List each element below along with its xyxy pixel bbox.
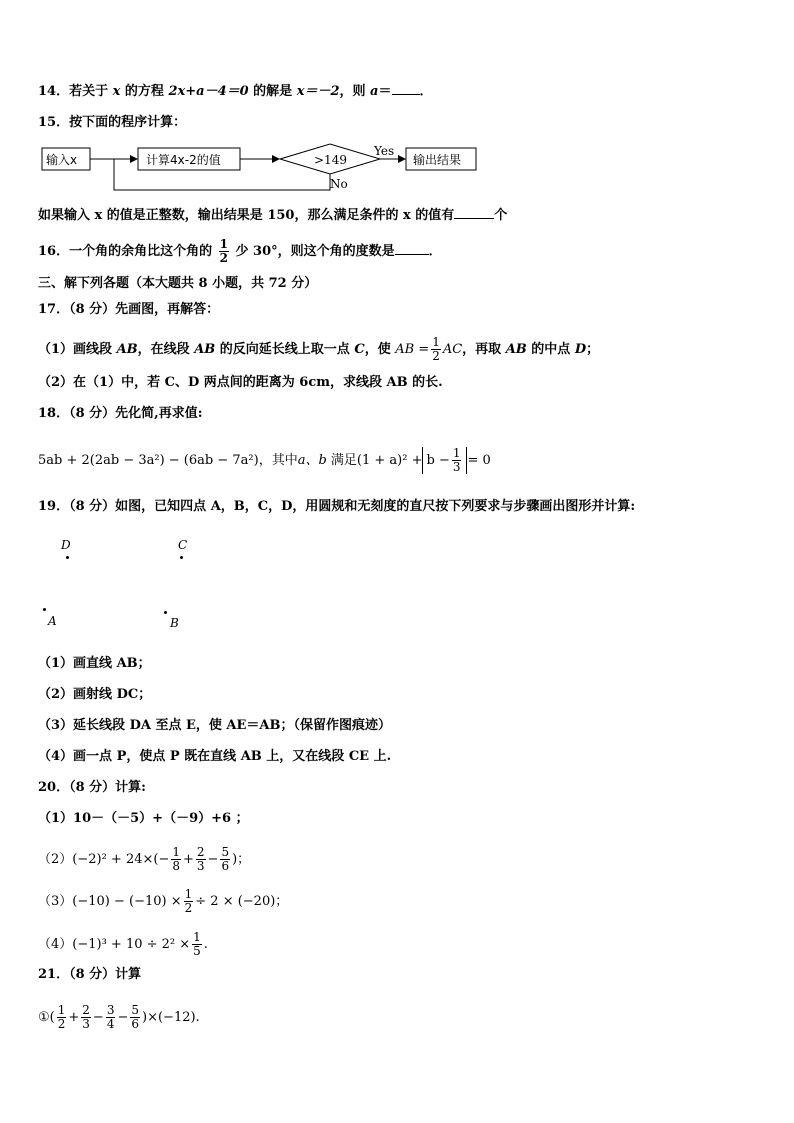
fraction: $\frac{1}{3}$ bbox=[452, 446, 461, 474]
question-19-item: （1）画直线 AB； bbox=[38, 656, 151, 671]
flow-compute: 计算4x-2的值 bbox=[146, 153, 221, 167]
question-19-item: （2）画射线 DC； bbox=[38, 687, 152, 702]
question-19-item: （4）画一点 P，使点 P 既在直线 AB 上，又在线段 CE 上. bbox=[38, 749, 392, 764]
question-20-item-3: （3）(−10) − (−10) × $\frac{1}{2}$ ÷ 2 × (−20)； bbox=[38, 887, 289, 915]
fraction: $\frac{2}{3}$ bbox=[82, 1003, 90, 1031]
flow-condition: >149 bbox=[314, 153, 347, 167]
question-18-head: 18．（8 分）先化简,再求值: bbox=[38, 406, 203, 421]
fraction: $\frac{1}{8}$ bbox=[172, 845, 180, 873]
answer-blank[interactable] bbox=[454, 207, 494, 219]
fraction: $\frac{3}{4}$ bbox=[106, 1003, 115, 1031]
flow-no: No bbox=[330, 177, 348, 191]
program-flowchart bbox=[38, 140, 488, 198]
fraction: $\frac{2}{3}$ bbox=[196, 845, 205, 873]
question-17-head: 17．（8 分）先画图，再解答： bbox=[38, 302, 220, 317]
question-20-item-1: （1）10－（－5）+（－9）+6 ； bbox=[38, 811, 249, 826]
answer-blank[interactable] bbox=[395, 243, 429, 255]
fraction: $\frac{5}{6}$ bbox=[221, 845, 230, 873]
absolute-value: b − $\frac{1}{3}$ bbox=[422, 447, 467, 474]
flow-yes: Yes bbox=[374, 144, 395, 158]
question-21-expression: ①( $\frac{1}{2}$ + $\frac{2}{3}$ − $\frac{3}{4}$ − $\frac{5}{6}$ )×(−12). bbox=[38, 1003, 200, 1031]
point-A bbox=[43, 608, 46, 611]
question-15-text: 如果输入 x 的值是正整数，输出结果是 150，那么满足条件的 x 的值有 个 bbox=[38, 208, 508, 223]
question-20-item-4: （4）(−1)³ + 10 ÷ 2² × $\frac{1}{5}$ . bbox=[38, 930, 208, 958]
question-17-part1: （1）画线段 AB，在线段 AB 的反向延长线上取一点 C，使 AB = $\frac{1}{2}$ AC，再取 AB 的中点 D； bbox=[38, 335, 600, 363]
flow-output: 输出结果 bbox=[413, 153, 462, 167]
flow-input: 输入x bbox=[46, 153, 78, 167]
fraction: $\frac{1}{5}$ bbox=[193, 930, 201, 958]
point-C-label: C bbox=[178, 538, 188, 552]
question-17-part2: （2）在（1）中，若 C、D 两点间的距离为 6cm，求线段 AB 的长. bbox=[38, 375, 443, 390]
section-3-heading: 三、解下列各题（本大题共 8 小题，共 72 分） bbox=[38, 276, 318, 291]
fraction: $\frac{1}{2}$ bbox=[219, 237, 228, 265]
question-19-item: （3）延长线段 DA 至点 E，使 AE＝AB；（保留作图痕迹） bbox=[38, 718, 391, 733]
fraction: $\frac{1}{2}$ bbox=[432, 335, 440, 363]
point-D-label: D bbox=[61, 538, 71, 552]
question-18-expression: 5ab + 2(2ab − 3a²) − (6ab − 7a²)，其中a、b 满足(1 + a)² + b − $\frac{1}{3}$ = 0 bbox=[38, 446, 491, 474]
question-15: 15．按下面的程序计算： bbox=[38, 115, 187, 130]
question-20-item-2: （2）(−2)² + 24×(− $\frac{1}{8}$ + $\frac{2}{3}$ − $\frac{5}{6}$ )； bbox=[38, 845, 251, 873]
question-21-head: 21．（8 分）计算 bbox=[38, 967, 142, 982]
question-19-head: 19．（8 分）如图，已知四点 A，B，C，D，用圆规和无刻度的直尺按下列要求与步骤画出图形并计算: bbox=[38, 499, 636, 514]
fraction: $\frac{1}{2}$ bbox=[57, 1003, 66, 1031]
fraction: $\frac{1}{2}$ bbox=[184, 887, 193, 915]
question-20-head: 20．（8 分）计算: bbox=[38, 780, 146, 795]
point-A-label: A bbox=[48, 614, 57, 628]
fraction: $\frac{5}{6}$ bbox=[131, 1003, 140, 1031]
point-B bbox=[164, 611, 167, 614]
question-14: 14．若关于 x 的方程 2x+a－4＝0 的解是 x＝－2，则 a＝ ． bbox=[38, 84, 433, 99]
point-C bbox=[180, 556, 183, 559]
question-16: 16．一个角的余角比这个角的 $\frac{1}{2}$ 少 30°，则这个角的度数是 ． bbox=[38, 237, 442, 265]
answer-blank[interactable] bbox=[392, 83, 420, 95]
point-B-label: B bbox=[170, 616, 179, 630]
point-D bbox=[66, 556, 69, 559]
